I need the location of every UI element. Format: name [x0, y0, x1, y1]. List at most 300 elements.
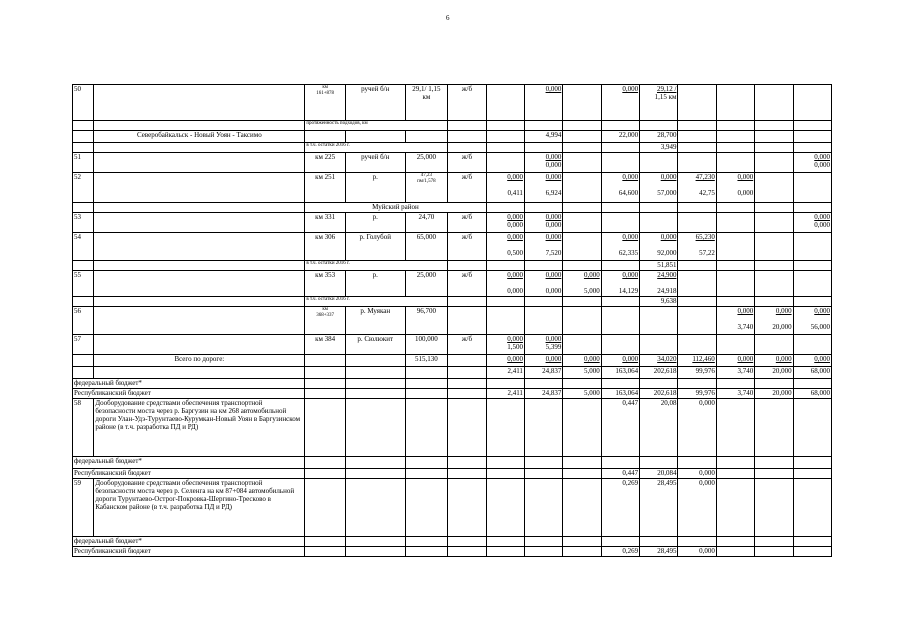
value-cell	[716, 85, 754, 121]
type-cell: ж/б	[448, 271, 486, 297]
value-cell	[755, 261, 793, 271]
row-number-cell	[73, 143, 94, 153]
table-row	[73, 335, 832, 355]
value-cell: 28,495	[640, 547, 678, 557]
km-cell	[305, 131, 346, 143]
row-number-cell	[73, 355, 94, 367]
object-cell: р.	[345, 271, 405, 297]
length-cell	[405, 457, 448, 469]
row-number-cell: 57	[73, 335, 94, 355]
type-cell: ж/б	[448, 85, 486, 121]
road-name-cell	[94, 121, 305, 131]
table-row	[73, 307, 832, 335]
type-cell: ж/б	[448, 213, 486, 233]
value-cell: 47,230 42,75	[678, 173, 716, 203]
km-cell	[305, 479, 346, 537]
table-row	[73, 297, 832, 307]
type-cell	[448, 379, 486, 389]
value-cell: 99,976	[678, 367, 716, 379]
object-cell: р. Голубой	[345, 233, 405, 261]
value-cell	[716, 203, 754, 213]
value-cell	[678, 121, 716, 131]
value-cell	[678, 261, 716, 271]
value-cell: 20,000	[755, 389, 793, 399]
value-cell	[793, 85, 831, 121]
value-cell: 65,230 57,22	[678, 233, 716, 261]
row-number-cell: 52	[73, 173, 94, 203]
value-cell: 0,000 57,000	[640, 173, 678, 203]
object-cell: р.	[345, 173, 405, 203]
length-cell: 24,70	[405, 213, 448, 233]
length-cell: 100,000	[405, 335, 448, 355]
table-row	[73, 547, 832, 557]
value-cell: 0,000	[678, 469, 716, 479]
object-cell	[345, 479, 405, 537]
value-cell: 20,08	[640, 399, 678, 457]
value-cell	[524, 297, 562, 307]
value-cell	[524, 399, 562, 457]
row-number-cell: 58	[73, 399, 94, 457]
object-cell	[345, 389, 405, 399]
value-cell	[716, 537, 754, 547]
type-cell	[448, 121, 486, 131]
value-cell	[716, 479, 754, 537]
km-cell: км 384	[305, 335, 346, 355]
row-number-cell: 54	[73, 233, 94, 261]
value-cell	[793, 537, 831, 547]
row-number-cell	[73, 203, 94, 213]
value-cell: 0,000 7,520	[524, 233, 562, 261]
value-cell: 0,000 1,500	[486, 335, 524, 355]
km-cell: км 306	[305, 233, 346, 261]
value-cell	[563, 479, 601, 537]
value-cell	[524, 203, 562, 213]
value-cell	[755, 379, 793, 389]
type-cell: ж/б	[448, 335, 486, 355]
table-row	[73, 131, 832, 143]
value-cell	[524, 307, 562, 335]
value-cell	[716, 261, 754, 271]
value-cell	[563, 379, 601, 389]
value-cell: 24,837	[524, 389, 562, 399]
value-cell: 24,900 24,918	[640, 271, 678, 297]
value-cell	[563, 399, 601, 457]
value-cell	[755, 85, 793, 121]
value-cell	[793, 457, 831, 469]
value-cell: 99,976	[678, 389, 716, 399]
value-cell: 24,837	[524, 367, 562, 379]
district-name: Муйский район	[305, 203, 486, 213]
value-cell	[601, 297, 639, 307]
value-cell	[601, 203, 639, 213]
table-row	[73, 121, 832, 131]
row-number-cell: 51	[73, 153, 94, 173]
value-cell	[793, 479, 831, 537]
value-cell: 0,000	[793, 355, 831, 367]
value-cell: 202,618	[640, 367, 678, 379]
road-name-cell	[94, 261, 305, 271]
km-cell	[305, 457, 346, 469]
road-name-cell	[94, 297, 305, 307]
road-name-cell	[94, 153, 305, 173]
value-cell	[678, 335, 716, 355]
object-cell: р.	[345, 213, 405, 233]
road-name-cell	[94, 85, 305, 121]
value-cell	[563, 335, 601, 355]
value-cell	[524, 379, 562, 389]
value-cell: 0,000 92,000	[640, 233, 678, 261]
value-cell	[601, 261, 639, 271]
value-cell	[793, 121, 831, 131]
table-row	[73, 379, 832, 389]
value-cell	[793, 203, 831, 213]
row-number-cell: 59	[73, 479, 94, 537]
value-cell	[678, 131, 716, 143]
table-row	[73, 537, 832, 547]
value-cell: 20,000	[755, 367, 793, 379]
value-cell: 29,12 / 1,15 км	[640, 85, 678, 121]
road-name-cell	[94, 367, 305, 379]
value-cell	[563, 153, 601, 173]
note-cell: в т.ч. остатки 2016 г.	[305, 261, 448, 271]
value-cell	[716, 335, 754, 355]
length-cell: 25,000	[405, 271, 448, 297]
table-row	[73, 469, 832, 479]
value-cell	[716, 233, 754, 261]
object-cell	[345, 547, 405, 557]
object-cell	[345, 355, 405, 367]
value-cell	[716, 469, 754, 479]
table-row	[73, 271, 832, 297]
type-cell	[448, 355, 486, 367]
value-cell	[524, 537, 562, 547]
road-name-cell: Всего по дороге:	[94, 355, 305, 367]
km-cell	[305, 367, 346, 379]
value-cell	[793, 271, 831, 297]
object-cell: р. Муякан	[345, 307, 405, 335]
object-cell	[345, 537, 405, 547]
value-cell	[601, 379, 639, 389]
value-cell	[486, 203, 524, 213]
value-cell	[601, 153, 639, 173]
value-cell	[716, 297, 754, 307]
table-row	[73, 367, 832, 379]
row-number-cell	[73, 121, 94, 131]
budget-label: федеральный бюджет*	[73, 457, 305, 469]
type-cell: ж/б	[448, 233, 486, 261]
value-cell	[755, 173, 793, 203]
value-cell	[563, 85, 601, 121]
value-cell: 0,000 0,500	[486, 233, 524, 261]
value-cell: 0,000	[678, 479, 716, 537]
value-cell: 0,000 0,000	[716, 173, 754, 203]
page-number: 6	[446, 14, 450, 22]
road-name-cell	[94, 203, 305, 213]
value-cell	[678, 307, 716, 335]
value-cell	[486, 457, 524, 469]
value-cell: 0,447	[601, 399, 639, 457]
km-cell: км 331	[305, 213, 346, 233]
length-cell: 515,130	[405, 355, 448, 367]
value-cell	[678, 271, 716, 297]
km-cell	[305, 469, 346, 479]
value-cell: 0,000 14,129	[601, 271, 639, 297]
value-cell	[640, 379, 678, 389]
length-cell: 25,000	[405, 153, 448, 173]
value-cell: 0,000 0,000	[524, 153, 562, 173]
value-cell	[640, 121, 678, 131]
value-cell	[793, 335, 831, 355]
value-cell: 0,000	[563, 355, 601, 367]
row-number-cell: 53	[73, 213, 94, 233]
description-cell: Дооборудование средствами обеспечения транспортной безопасности моста через р. Баргузин на км 268 автомобильной дороги Улан-Удэ-Турунтаево-Курумкан-Новый Уоян в Баргузинском районе (в т.ч. разработка ПД и РД)	[94, 399, 305, 457]
object-cell: ручей б/н	[345, 85, 405, 121]
type-cell	[448, 143, 486, 153]
type-cell	[448, 367, 486, 379]
value-cell	[524, 261, 562, 271]
value-cell	[601, 457, 639, 469]
value-cell	[678, 537, 716, 547]
value-cell	[755, 121, 793, 131]
note-cell: в т.ч. остатки 2016 г.	[305, 297, 448, 307]
value-cell: 0,000 3,740	[716, 307, 754, 335]
value-cell	[563, 547, 601, 557]
value-cell	[755, 479, 793, 537]
value-cell: 28,495	[640, 479, 678, 537]
row-number-cell	[73, 297, 94, 307]
value-cell	[563, 307, 601, 335]
value-cell	[486, 85, 524, 121]
value-cell	[601, 213, 639, 233]
value-cell	[486, 131, 524, 143]
value-cell: 0,000 62,335	[601, 233, 639, 261]
km-cell	[305, 389, 346, 399]
value-cell: 51,851	[640, 261, 678, 271]
note-cell: протяженность подходов, км	[305, 121, 448, 131]
value-cell: 28,700	[640, 131, 678, 143]
value-cell: 163,064	[601, 367, 639, 379]
value-cell: 9,638	[640, 297, 678, 307]
table-row	[73, 203, 832, 213]
value-cell	[755, 537, 793, 547]
value-cell	[486, 307, 524, 335]
value-cell	[793, 131, 831, 143]
table-row	[73, 143, 832, 153]
table-row	[73, 261, 832, 271]
value-cell	[755, 469, 793, 479]
km-cell	[305, 399, 346, 457]
value-cell	[486, 399, 524, 457]
type-cell	[448, 261, 486, 271]
road-name-cell: Северобайкальск - Новый Уоян - Таксимо	[94, 131, 305, 143]
type-cell	[448, 389, 486, 399]
value-cell	[716, 271, 754, 297]
value-cell: 0,000	[601, 355, 639, 367]
road-name-cell	[94, 335, 305, 355]
value-cell	[678, 213, 716, 233]
table-row	[73, 85, 832, 121]
value-cell	[486, 547, 524, 557]
value-cell	[793, 297, 831, 307]
value-cell	[563, 173, 601, 203]
value-cell	[640, 213, 678, 233]
type-cell	[448, 537, 486, 547]
value-cell	[678, 85, 716, 121]
value-cell	[563, 457, 601, 469]
value-cell	[640, 457, 678, 469]
value-cell	[793, 233, 831, 261]
value-cell	[640, 335, 678, 355]
note-cell: в т.ч. остатки 2016 г.	[305, 143, 448, 153]
value-cell	[793, 143, 831, 153]
value-cell	[793, 261, 831, 271]
budget-label: федеральный бюджет*	[73, 379, 305, 389]
value-cell: 0,000	[524, 85, 562, 121]
value-cell: 0,000 0,000	[486, 213, 524, 233]
table-row	[73, 213, 832, 233]
length-cell: 47,23 пм/1,578	[405, 173, 448, 203]
budget-label: федеральный бюджет*	[73, 537, 305, 547]
value-cell	[486, 479, 524, 537]
km-cell	[305, 379, 346, 389]
value-cell: 0,269	[601, 547, 639, 557]
length-cell	[405, 479, 448, 537]
value-cell	[755, 153, 793, 173]
road-name-cell	[94, 233, 305, 261]
value-cell	[793, 547, 831, 557]
object-cell	[345, 131, 405, 143]
table-row	[73, 153, 832, 173]
value-cell	[716, 399, 754, 457]
value-cell	[755, 547, 793, 557]
value-cell: 0,000 56,000	[793, 307, 831, 335]
value-cell: 3,949	[640, 143, 678, 153]
road-name-cell	[94, 173, 305, 203]
value-cell: 68,000	[793, 389, 831, 399]
value-cell: 0,000	[678, 399, 716, 457]
value-cell: 0,000 0,411	[486, 173, 524, 203]
value-cell	[716, 131, 754, 143]
object-cell	[345, 379, 405, 389]
value-cell	[486, 121, 524, 131]
km-cell: км 161+878	[305, 85, 346, 121]
value-cell	[563, 121, 601, 131]
value-cell	[601, 335, 639, 355]
value-cell: 0,000 0,000	[793, 153, 831, 173]
value-cell	[524, 479, 562, 537]
km-cell	[305, 547, 346, 557]
value-cell	[716, 379, 754, 389]
table-row	[73, 479, 832, 537]
value-cell	[563, 143, 601, 153]
length-cell	[405, 379, 448, 389]
type-cell	[448, 479, 486, 537]
value-cell	[563, 261, 601, 271]
budget-label: Республиканский бюджет	[73, 547, 305, 557]
km-cell: км 353	[305, 271, 346, 297]
value-cell	[563, 297, 601, 307]
value-cell: 0,000 0,000	[524, 271, 562, 297]
value-cell	[486, 537, 524, 547]
object-cell	[345, 367, 405, 379]
row-number-cell	[73, 261, 94, 271]
value-cell	[601, 537, 639, 547]
value-cell: 2,411	[486, 367, 524, 379]
value-cell	[755, 143, 793, 153]
road-name-cell	[94, 271, 305, 297]
km-cell: км 368+337	[305, 307, 346, 335]
length-cell	[405, 131, 448, 143]
length-cell	[405, 537, 448, 547]
value-cell: 3,740	[716, 389, 754, 399]
value-cell	[755, 213, 793, 233]
value-cell	[716, 213, 754, 233]
value-cell: 5,000	[563, 389, 601, 399]
value-cell	[486, 297, 524, 307]
length-cell	[405, 367, 448, 379]
value-cell: 0,000 0,000	[486, 271, 524, 297]
value-cell	[716, 153, 754, 173]
value-cell	[755, 203, 793, 213]
value-cell	[640, 307, 678, 335]
km-cell	[305, 537, 346, 547]
value-cell	[755, 399, 793, 457]
length-cell: 65,000	[405, 233, 448, 261]
value-cell	[755, 131, 793, 143]
budget-label: Республиканский бюджет	[73, 469, 305, 479]
length-cell: 29,1/ 1,15 км	[405, 85, 448, 121]
value-cell	[793, 379, 831, 389]
value-cell	[640, 153, 678, 173]
row-number-cell: 55	[73, 271, 94, 297]
type-cell: ж/б	[448, 173, 486, 203]
value-cell	[678, 457, 716, 469]
length-cell	[405, 399, 448, 457]
value-cell	[524, 121, 562, 131]
value-cell: 0,000 20,000	[755, 307, 793, 335]
value-cell	[563, 469, 601, 479]
row-number-cell: 56	[73, 307, 94, 335]
value-cell	[755, 457, 793, 469]
value-cell	[716, 457, 754, 469]
value-cell	[755, 233, 793, 261]
value-cell	[524, 143, 562, 153]
road-name-cell	[94, 143, 305, 153]
value-cell: 0,000	[524, 355, 562, 367]
value-cell	[563, 233, 601, 261]
row-number-cell	[73, 131, 94, 143]
type-cell	[448, 131, 486, 143]
value-cell	[640, 537, 678, 547]
value-cell	[793, 469, 831, 479]
value-cell: 112,460	[678, 355, 716, 367]
value-cell	[755, 335, 793, 355]
value-cell: 0,269	[601, 479, 639, 537]
type-cell: ж/б	[448, 153, 486, 173]
value-cell	[486, 379, 524, 389]
value-cell: 0,000 0,000	[524, 213, 562, 233]
value-cell	[716, 121, 754, 131]
value-cell	[793, 399, 831, 457]
type-cell	[448, 297, 486, 307]
value-cell: 0,000 64,600	[601, 173, 639, 203]
value-cell: 4,994	[524, 131, 562, 143]
value-cell	[793, 173, 831, 203]
value-cell: 2,411	[486, 389, 524, 399]
value-cell	[678, 379, 716, 389]
value-cell: 0,000 5,399	[524, 335, 562, 355]
value-cell	[716, 143, 754, 153]
